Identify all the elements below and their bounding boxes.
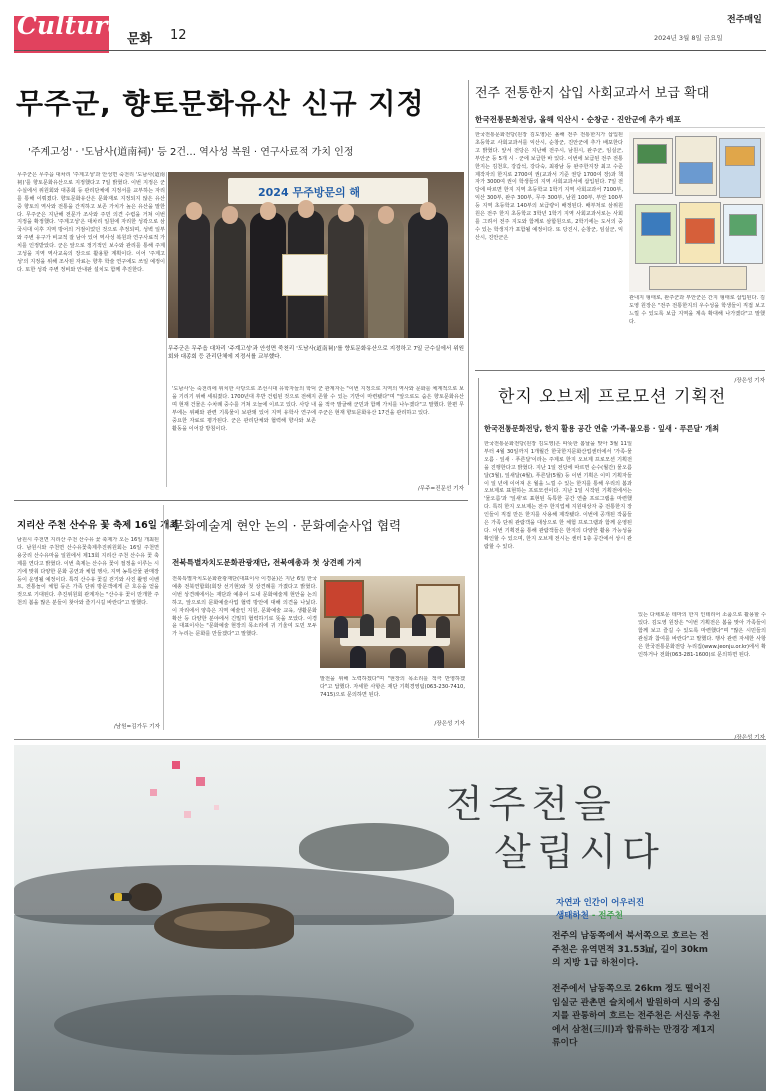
main-reporter: /무주=진문선 기자: [417, 486, 464, 492]
center-bottom-body-col1: 전북특별자치도문화관광재단(대표이사 이경윤)은 지난 6일 한국예총 전북연합회(회장 선기현)와 첫 상견례를 가졌다고 밝혔다. 이번 상견례에서는 재단과 예총이 도내 문화예술계 현안을 논의하고, 앞으로의 문화예술사업 협력 방안에 대해 의견을 나눴다. 이 자리에서 양측은 지역 예술인 지원, 문화예술 교육, 생활문화 확산 등 다양한 분야에서 긴밀히 협력하기로 뜻을 모았다. 이경윤 대표이사는 "문화예술 현장의 목소리에 귀 기울여 도민 모두가 누리는 문화를 만들겠다"고 말했다.: [172, 576, 317, 638]
ad-tag-line1: 자연과 인간이 어우러진: [556, 898, 645, 908]
left-bottom-headline: 지리산 주천 산수유 꽃 축제 16일 개최: [17, 520, 179, 531]
main-body-col1: 무주군은 무주읍 대차리 '주계고성'과 안성면 죽천리 '도남사(道南祠)'를 향토문화유산으로 지정했다고 7일 밝혔다. 이번 지정은 군수실에서 위원회와 대종회 등 관리단체에 지정서를 교부하는 자리를 통해 이뤄졌다. 향토문화유산은 문화재로 지정되지 않은 유산 중 향토의 역사와 전통을 간직하고 보존 가치가 높은 유산을 말한다. 무주군은 지난해 전문가 조사와 주민 의견 수렴을 거쳐 이번 지정을 확정했다. '주계고성'은 대차리 일원에 자리한 성곽으로 삼국시대 이후 지역 방어의 거점이었던 것으로 추정되며, 성벽 일부와 주변 유구가 비교적 잘 남아 있어 역사성 복원과 연구사료적 가치를 인정받았다. 군은 앞으로 정기적인 보수와 관리를 통해 주계고성을 지역 역사교육의 장으로 활용할 계획이다. 이어 '주계고성'의 지정을 위해 조사된 자료는 향후 학술 연구에도 쓰일 예정이다. 또한 성곽 주변 정비와 안내판 설치도 함께 추진한다.: [17, 172, 165, 273]
right-mid-body-col2: 있는 다채로운 테마의 한지 인테리어 소품으로 활용할 수 있다. 김도영 원장은 "이번 기획전은 봄을 맞아 가족들이 함께 보고 즐길 수 있도록 마련했다"며 "많은 시민들의 관심과 참여를 바란다"고 말했다. 행사 관련 자세한 사항은 한국전통문화전당 누리집(www.jeonju.or.kr)에서 확인하거나 전화(063-281-1600)로 문의하면 된다.: [638, 612, 766, 658]
page-number: 12: [170, 28, 187, 43]
main-body-col2: '도남사'는 죽천리에 위치한 사당으로 조선시대 유학자들의 학덕을 기리기 위해 세워졌다. 1700년대 후반 건립된 것으로 전해지며 현재 건물은 수차례 중수를 거쳐 오늘에 이르고 있다. 사당 내부에는 위패와 관련 기록물이 보관돼 있어 지역 유학사 연구에 중요한 자료로 평가된다. 군은 관리단체와 협력해 향사와 보존 활동을 이어갈 방침이다.: [172, 386, 316, 432]
section-title-en: Culture: [17, 11, 124, 40]
header-rule: [14, 50, 766, 51]
right-top-body-col2: 관내지 형태로, 완주군과 부안군은 간지 형태로 삽입된다. 김도영 원장은 "전주 전통한지의 우수성을 학생들이 직접 보고 느낄 수 있도록 보급 지역을 계속 확대해 나가겠다"고 말했다.: [629, 295, 765, 325]
right-top-body-col1: 한국전통문화전당(원장 김도영)은 올해 전주 전통한지가 삽입된 초등학교 사회교과서를 익산시, 순창군, 진안군에 추가 배포한다고 밝혔다. 앞서 전당은 지난해 전주시, 남원시, 완주군, 임실군, 부안군 등 5개 시 · 군에 보급한 바 있다. 이번에 보급된 전주 전통한지는 김천호, 강갑석, 강다숙, 최광남 등 완주한지장 최고 수준 제작자의 한지로 2700여 권(교과서 기준 권당 1700여 장)과 책자가 3000여 권이 학생들의 지역 사회교과서에 삽입된다. 7일 전당에 따르면 한지 지역 초등학교 1학기 지역 사회교과서 7100부, 익산 300부, 완주 300부, 무주 300부, 남원 100부, 부안 100부 등 지역 초등학교 140부의 보급량이 배정된다. 배부처로 삼위원원은 전주 한지 초등학교 3학년 1학기 지역 사회교과서로는 사회를 그려서 전주 지도와 함께로 삼합원으로, 2학기에는 도서의 중 수 있는 학생지가 포함될 예정이다. 또 당진시, 순창군, 임실군, 익산시, 진안군은: [475, 132, 623, 241]
rock-large: [299, 823, 449, 871]
pink-dots: [172, 761, 180, 769]
ad-tag-line2-b: - 전주천: [591, 911, 623, 921]
main-subhead: '주계고성' · '도남사(道南祠)' 등 2건… 역사성 복원 · 연구사료적 가치 인정: [28, 147, 354, 158]
left-bottom-body: 남원시 주천면 지리산 주천 산수유 꽃 축제가 오는 16일 개최된다. 남원시와 주천면 산수유꽃축제추진위원회는 16일 주천면 용궁리 산수유마을 일원에서 제13회 지리산 주천 산수유 꽃 축제를 연다고 밝혔다. 이번 축제는 산수유 꽃이 절정을 이루는 시기에 맞춰 다양한 문화 공연과 체험 행사, 지역 농특산물 판매장 등이 운영될 예정이다. 특히 산수유 꽃길 걷기와 사진 촬영 이벤트, 전통놀이 체험 등은 가족 단위 방문객에게 큰 호응을 얻을 것으로 기대된다. 추진위원회 관계자는 "산수유 꽃이 만개한 주천의 봄을 많은 분들이 찾아와 즐기시길 바란다"고 말했다.: [17, 537, 159, 607]
right-top-headline: 전주 전통한지 삽입 사회교과서 보급 확대: [475, 86, 710, 101]
right-top-reporter: /장은성 기자: [734, 378, 765, 384]
jeonjucheon-ad: [14, 745, 766, 1091]
center-bottom-body-col2: 발전을 위해 노력하겠다"며 "현장의 목소리를 적극 반영하겠다"고 답했다. 자세한 사항은 재단 기획경영팀(063-230-7410, 7415)으로 문의하면 된다.: [320, 676, 465, 698]
ad-tag-line2-a: 생태하천: [556, 911, 592, 921]
ad-title-line2: 살립시다: [494, 830, 665, 874]
ad-para2: 전주에서 남동쪽으로 26km 정도 떨어진 임실군 관촌면 슬치에서 발원하여 시의 중심지를 관통하여 흐르는 전주천은 서신동 추천에서 삼천(三川)과 합류하는 만경강 제1지류이다: [552, 984, 721, 1049]
right-mid-body-col1: 한국전통문화전당(원장 김도영)은 따뜻한 봄날을 맞아 3월 11일부터 4월 30일까지 1개월간 한국한지문화산업센터에서 '가족-물오름 · 잎새 · 푸른달'이라는 주제로 한지 오브제 프로모션 기획전을 진행한다고 밝혔다. 지난 1일 전당에 따르면 순수(월간) 물오름달(3월), 잎새달(4월), 푸른달(5월) 등 이번 기획은 이미 기획자들이 일 년에 이어져 온 월을 느낄 수 있는 한지를 통해 우리의 봄과 오브제로 표현하는 프로모션이다. 지난 1일 시작된 기획전에서는 '물오름'과 '잎새'로 표현된 독특한 공간 연출 프로그램을 마련했다. 특히 한지 오브제는 전주 한지업체 지원대상자 중 전통한지 장인들이 직접 만든 한지를 사용해 제작됐다. 이번에 공개된 작품들은 가족 단위 관람객을 대상으로 한 체험 프로그램과 함께 운영된다. 이번 기획전을 통해 관람객들은 한지의 다양한 활용 가능성을 확인할 수 있으며, 한지 오브제 전시는 센터 1층 공간에서 상시 관람할 수 있다.: [484, 441, 632, 550]
right-mid-headline: 한지 오브제 프로모션 기획전: [498, 387, 727, 407]
ad-tag-line2: [556, 909, 623, 921]
right-mid-subhead: 한국전통문화전당, 한지 활용 공간 연출 '가족-물오름 · 잎새 · 푸른달' 개최: [484, 424, 720, 433]
issue-date: 2024년 3월 8일 금요일: [654, 34, 723, 42]
right-mid-reporter: /장은성 기자: [734, 735, 765, 741]
main-headline: 무주군, 향토문화유산 신규 지정: [16, 87, 425, 120]
left-bottom-reporter: /남원=김가두 기자: [113, 724, 160, 730]
banner-text: 2024 무주방문의 해: [258, 186, 361, 199]
meeting-photo: [320, 576, 465, 668]
main-body-col3: 군 관계자는 "이번 지정으로 지역의 역사와 문화를 체계적으로 보존할 수 있는 기반이 마련됐다"며 "앞으로도 숨은 향토문화유산을 적극 발굴해 군민과 함께 가치를 나누겠다"고 말했다. 한편 무주군은 현재 향토문화유산 17건을 관리하고 있다.: [318, 386, 464, 416]
paper-name: 전주매일: [727, 15, 762, 25]
section-title-kr: 문화: [127, 32, 153, 47]
photo-caption: 무주군은 무주읍 대차리 '주계고성'과 안성면 죽천리 '도남사(道南祠)'를 향토문화유산으로 지정하고 7일 군수실에서 위원회와 대종회 등 관리단체에 지정서를 교부했다.: [168, 346, 464, 361]
certificate: [282, 254, 328, 296]
ad-title-line1: 전주천을: [446, 782, 617, 826]
right-top-subhead: 한국전통문화전당, 올해 익산시 · 순창군 · 진안군에 추가 배포: [475, 115, 681, 124]
ceremony-photo: [168, 172, 464, 338]
duck-icon: [134, 881, 284, 951]
center-bottom-headline: 문화예술계 현안 논의 · 문화예술사업 협력: [172, 518, 402, 533]
center-bottom-subhead: 전북특별자치도문화관광재단, 전북예총과 첫 상견례 가져: [172, 558, 362, 567]
textbooks-photo: [629, 132, 765, 292]
ad-para1: 전주의 남동쪽에서 북서쪽으로 흐르는 전주천은 유역면적 31.53㎢, 길이 30km의 지방 1급 하천이다.: [552, 931, 709, 969]
center-bottom-reporter: /장은성 기자: [434, 721, 465, 727]
